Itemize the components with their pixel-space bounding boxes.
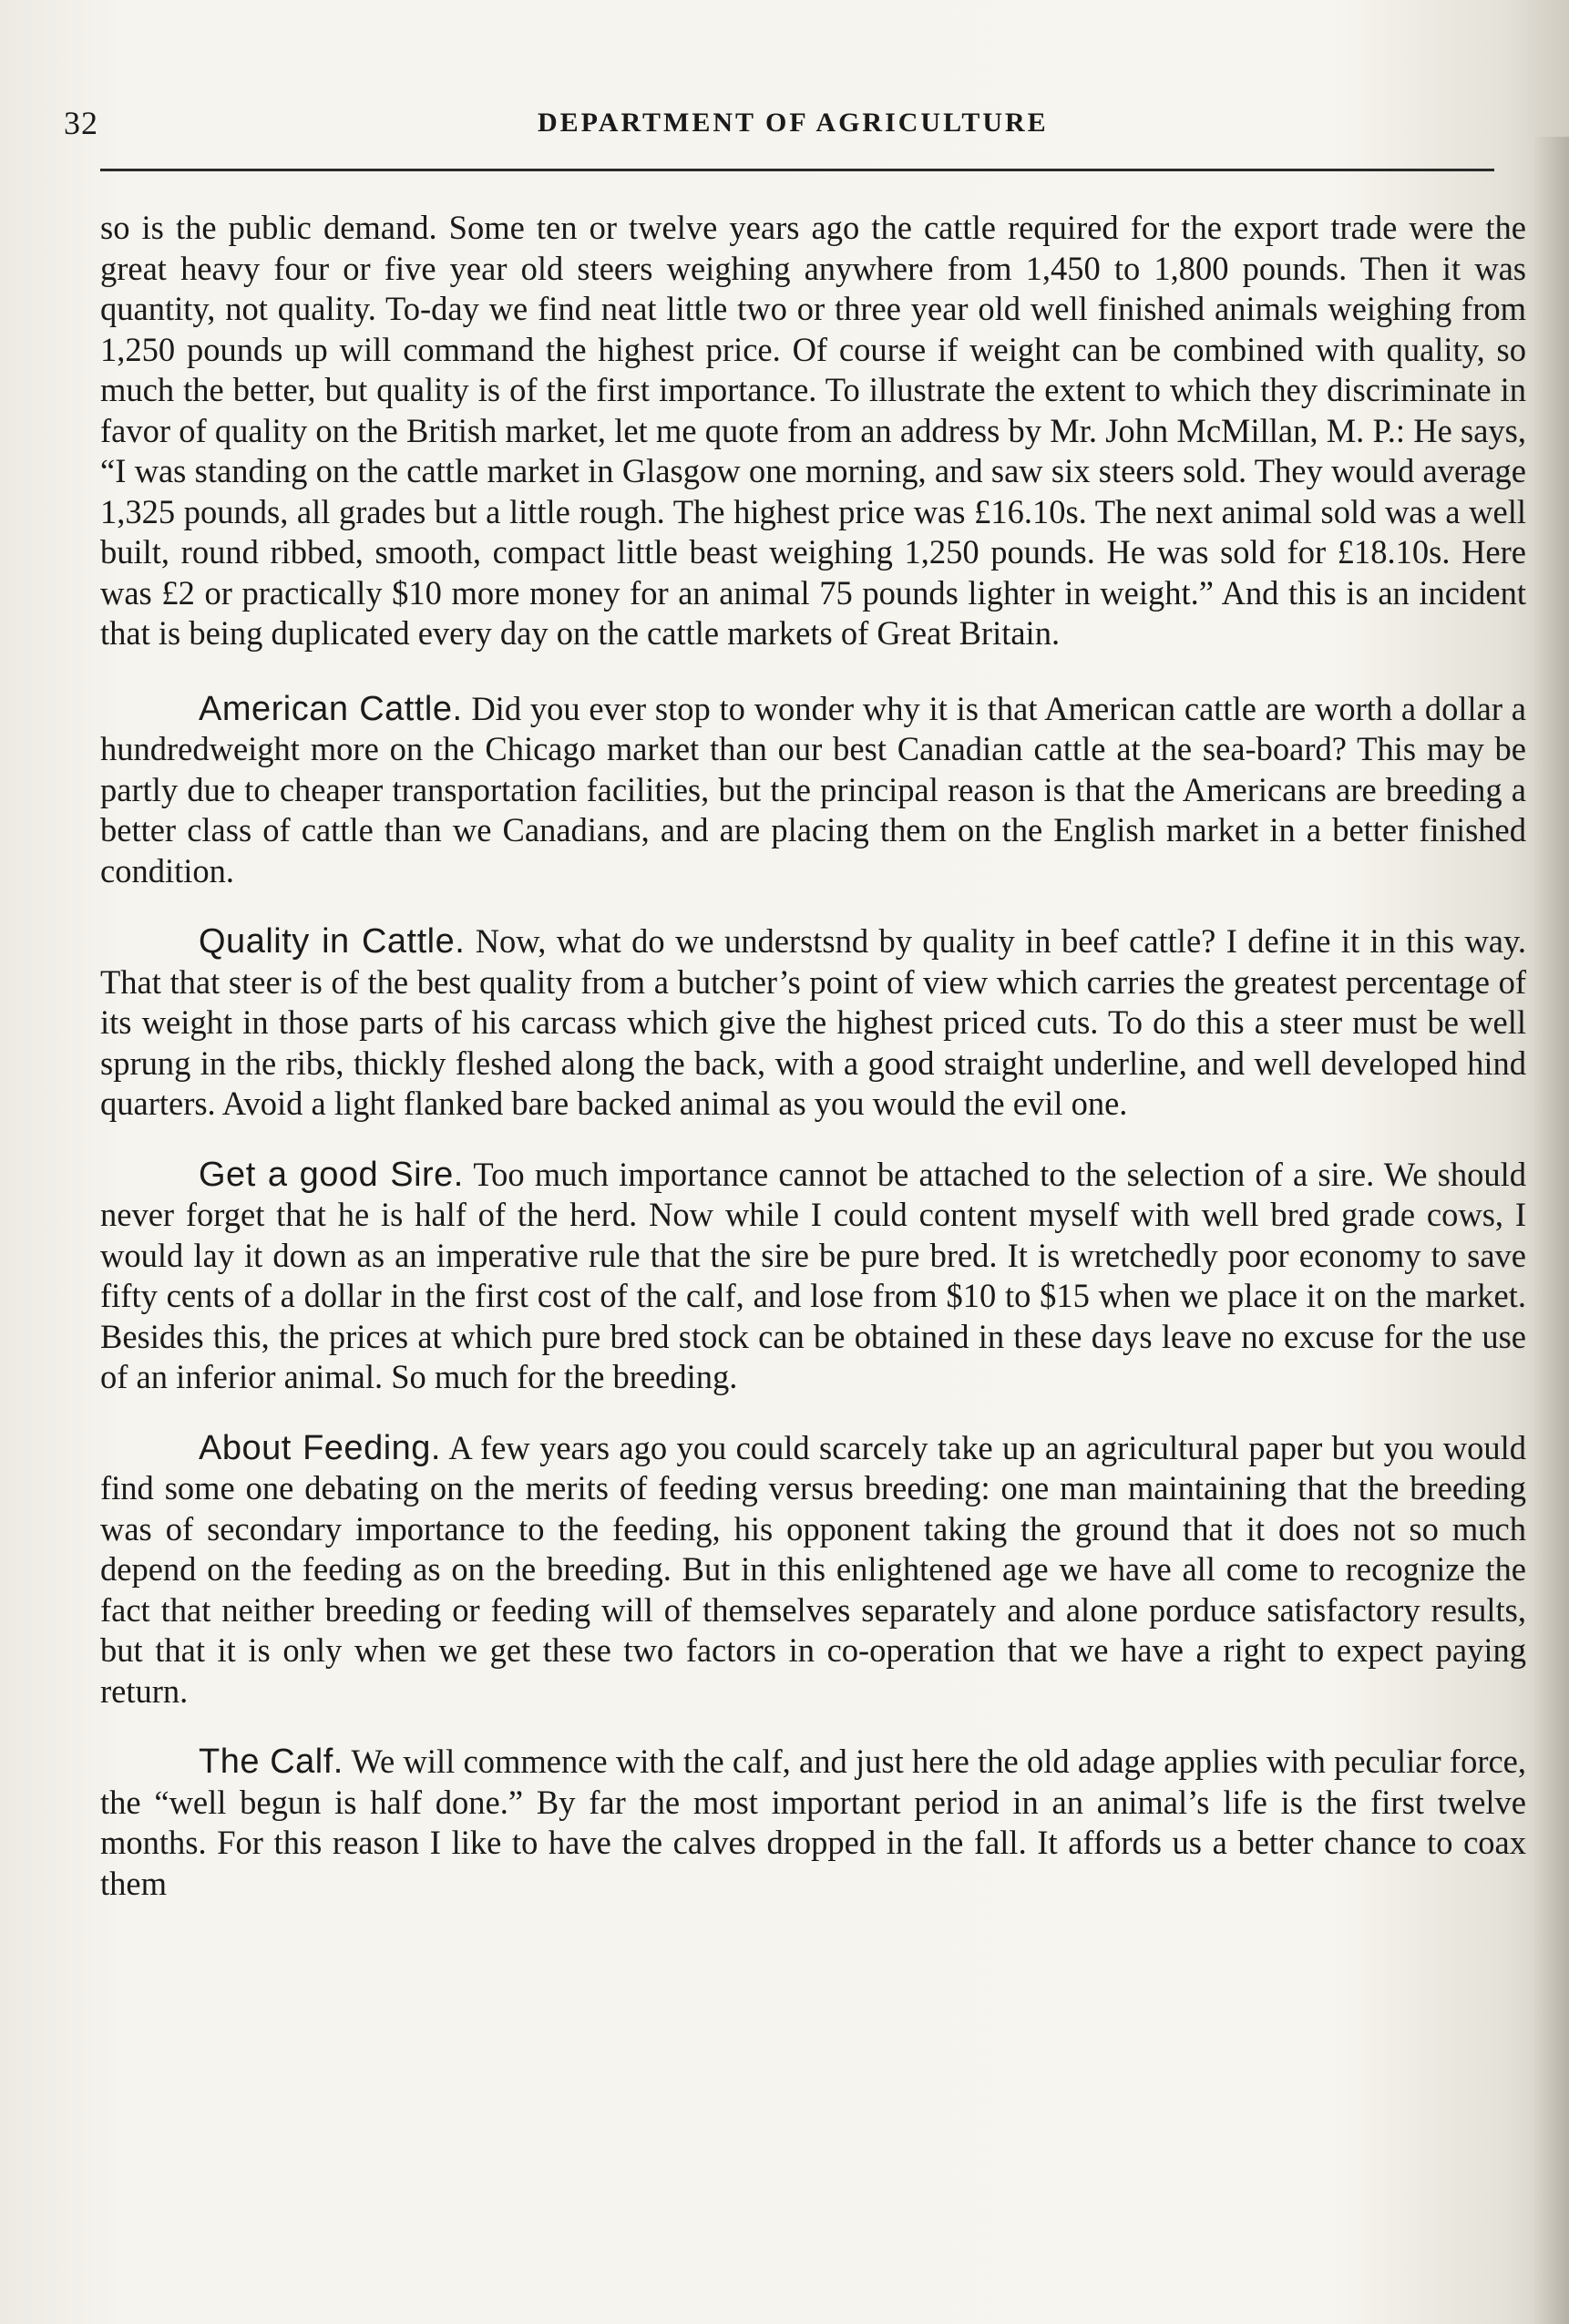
paragraph-the-calf [100, 1742, 1526, 1904]
paragraph-about-feeding [100, 1428, 1526, 1712]
paragraph-text: so is the public demand. Some ten or twelve years ago the cattle required for the export trade were the great heavy four or five year old steers weighing anywhere from 1,450 to 1,800 pounds. Then it was quantity, not quality. To-day we find neat little two or three year old well finished animals weighing from 1,250 pounds up will command the highest price. Of course if weight can be combined with quality, so much the better, but quality is of the first importance. To illustrate the extent to which they discriminate in favor of quality on the British market, let me quote from an address by Mr. John McMillan, M. P.: He says, “I was standing on the cattle market in Glasgow one morning, and saw six steers sold. They would average 1,325 pounds, all grades but a little rough. The highest price was £16.10s. The next animal sold was a well built, round ribbed, smooth, compact little beast weighing 1,250 pounds. He was sold for £18.10s. Here was £2 or practically $10 more money for an animal 75 pounds lighter in weight.” And this is an incident that is being duplicated every day on the cattle markets of Great Britain. [100, 209, 1526, 652]
paragraph-quality-in-cattle [100, 921, 1526, 1125]
paragraph-text: Now, what do we understsnd by quality in beef cattle? I define it in this way. That that steer is of the best quality from a butcher’s point of view which carries the greatest percentage of its weight in those parts of his carcass which give the highest priced cuts. To do this a steer must be well sprung in the ribs, thickly fleshed along the back, with a good straight underline, and well developed hind quarters. Avoid a light flanked bare backed animal as you would the evil one. [100, 922, 1526, 1122]
running-head: DEPARTMENT OF AGRICULTURE [538, 108, 1049, 138]
section-heading: About Feeding. [199, 1428, 441, 1467]
page-header [64, 98, 1503, 153]
paragraph-get-a-good-sire [100, 1155, 1526, 1398]
section-heading: American Cattle. [199, 689, 463, 728]
paragraph-text: Did you ever stop to wonder why it is that American cattle are worth a dollar a hundredweight more on the Chicago market than our best Canadian cattle at the sea-board? This may be partly due to cheaper transportation facilities, but the principal reason is that the Americans are breeding a better class of cattle than we Canadians, and are placing them on the English market in a better finished condition. [100, 689, 1526, 889]
article-body [100, 208, 1526, 1934]
paragraph-text: We will commence with the calf, and just here the old adage applies with peculiar force, the “well begun is half done.” By far the most important period in an animal’s life is the first twelve months. For this reason I like to have the calves dropped in the fall. It affords us a better chance to coax them [100, 1743, 1527, 1902]
section-heading: The Calf. [199, 1743, 344, 1781]
section-heading: Get a good Sire. [199, 1155, 464, 1194]
header-rule [100, 169, 1494, 171]
paragraph-text: Too much importance cannot be attached to the selection of a sire. We should never forget that he is half of the herd. Now while I could content myself with well bred grade cows, I would lay it down as an imperative rule that the sire be pure bred. It is wretchedly poor economy to save fifty cents of a dollar in the first cost of the calf, and lose from $10 to $15 when we place it on the market. Besides this, the prices at which pure bred stock can be obtained in these days leave no excuse for the use of an inferior animal. So much for the breeding. [100, 1155, 1526, 1395]
paragraph [100, 208, 1526, 654]
page-number: 32 [64, 105, 98, 141]
paragraph-text: A few years ago you could scarcely take up an agricultural paper but you would find some one debating on the merits of feeding versus breeding: one man maintaining that the breeding was of secondary importance to the feeding, his opponent taking the ground that it does not so much depend on the feeding as on the breeding. But in this enlightened age we have all come to recognize the fact that neither breeding or feeding will of themselves separately and alone porduce satisfactory results, but that it is only when we get these two factors in co-operation that we have a right to expect paying return. [100, 1428, 1526, 1710]
paragraph-american-cattle [100, 689, 1526, 892]
page-edge-shadow [1533, 137, 1569, 2324]
section-heading: Quality in Cattle. [199, 922, 466, 961]
